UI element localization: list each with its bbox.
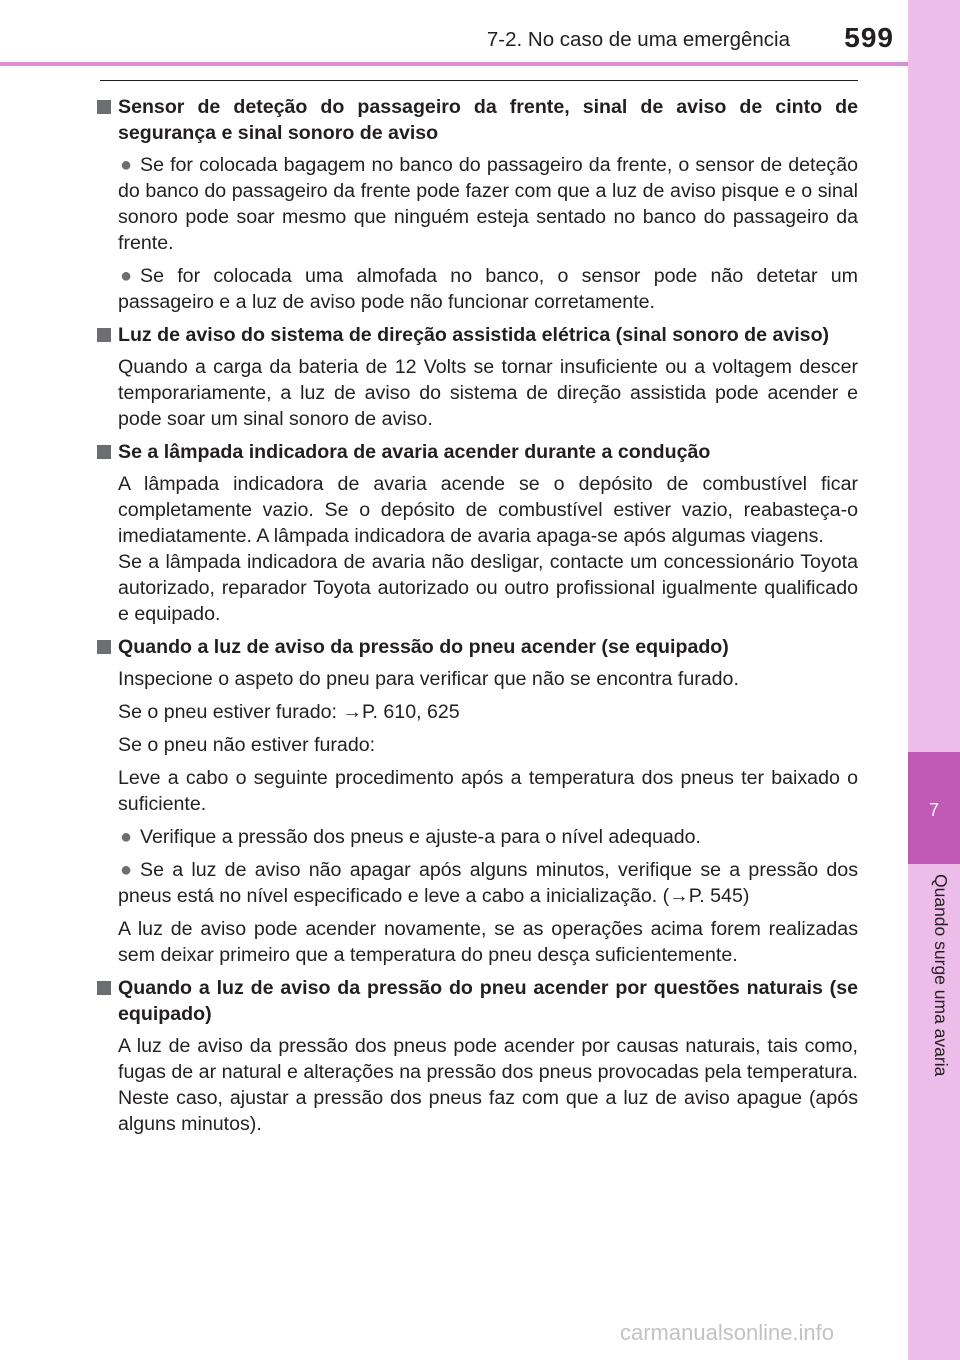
watermark: carmanualsonline.info	[620, 1320, 835, 1345]
circle-bullet-icon: ●	[120, 154, 133, 176]
paragraph-line: A lâmpada indicadora de avaria acende se o depósito de combustível ficar completamente vazio. Se o depósito de combustível estiver vazio, reabasteça-o imediatamente. A lâmpada indicadora de avaria apaga-se após algumas viagens.	[118, 473, 858, 547]
paragraph: A luz de aviso da pressão dos pneus pode acender por causas naturais, tais como, fugas de ar natural e alterações na pressão dos pneus provocadas pela temperatura. Neste caso, ajustar a pressão dos pneus faz com que a luz de aviso apague (após alguns minutos).	[118, 1035, 858, 1135]
square-bullet-icon	[97, 640, 111, 654]
section-heading-text: Luz de aviso do sistema de direção assistida elétrica (sinal sonoro de aviso)	[118, 324, 830, 346]
chapter-title: Quando surge uma avaria	[931, 874, 951, 1077]
square-bullet-icon	[97, 100, 111, 114]
square-bullet-icon	[97, 328, 111, 342]
list-item-text: Verifique a pressão dos pneus e ajuste-a para o nível adequado.	[140, 826, 701, 848]
section-heading-text: Se a lâmpada indicadora de avaria acender durante a condução	[118, 441, 711, 463]
chapter-number: 7	[928, 800, 939, 820]
list-item-text: Se a luz de aviso não apagar após alguns minutos, verifique se a pressão dos pneus está no nível especificado e leve a cabo a inicialização. (→P. 545)	[118, 859, 858, 907]
circle-bullet-icon: ●	[120, 859, 133, 881]
header-divider	[0, 62, 908, 66]
section-heading-text: Quando a luz de aviso da pressão do pneu acender (se equipado)	[118, 636, 729, 658]
section-heading	[96, 634, 858, 660]
section-title: 7-2. No caso de uma emergência	[486, 28, 790, 51]
page-content	[96, 94, 858, 1144]
list-item	[96, 152, 858, 256]
page-number: 599	[844, 22, 894, 53]
square-bullet-icon	[97, 445, 111, 459]
paragraph	[96, 471, 858, 627]
section-heading	[96, 975, 858, 1027]
list-item	[96, 824, 858, 850]
paragraph: Se o pneu não estiver furado:	[118, 734, 376, 756]
paragraph: Quando a carga da bateria de 12 Volts se tornar insuficiente ou a voltagem descer temporariamente, a luz de aviso do sistema de direção assistida pode acender e pode soar um sinal sonoro de aviso.	[118, 356, 858, 430]
section-heading	[96, 94, 858, 146]
section-heading	[96, 322, 858, 348]
paragraph: Leve a cabo o seguinte procedimento após a temperatura dos pneus ter baixado o suficiente.	[118, 767, 858, 815]
content-divider	[100, 80, 858, 81]
section-heading-text: Sensor de deteção do passageiro da frente, sinal de aviso de cinto de segurança e sinal sonoro de aviso	[118, 96, 858, 144]
page-reference: Se o pneu estiver furado: →P. 610, 625	[118, 701, 460, 723]
circle-bullet-icon: ●	[120, 826, 133, 848]
section-heading-text: Quando a luz de aviso da pressão do pneu acender por questões naturais (se equipado)	[118, 977, 858, 1025]
list-item	[96, 857, 858, 909]
paragraph-line: Se a lâmpada indicadora de avaria não desligar, contacte um concessionário Toyota autorizado, reparador Toyota autorizado ou outro profissional igualmente qualificado e equipado.	[118, 551, 858, 625]
paragraph: Inspecione o aspeto do pneu para verificar que não se encontra furado.	[118, 668, 739, 690]
square-bullet-icon	[97, 981, 111, 995]
list-item	[96, 263, 858, 315]
circle-bullet-icon: ●	[120, 265, 133, 287]
paragraph: A luz de aviso pode acender novamente, se as operações acima forem realizadas sem deixar primeiro que a temperatura do pneu desça suficientemente.	[118, 918, 858, 966]
list-item-text: Se for colocada bagagem no banco do passageiro da frente, o sensor de deteção do banco do passageiro da frente pode fazer com que a luz de aviso pisque e o sinal sonoro pode soar mesmo que ninguém esteja sentado no banco do passageiro da frente.	[118, 154, 858, 254]
list-item-text: Se for colocada uma almofada no banco, o sensor pode não detetar um passageiro e a luz de aviso pode não funcionar corretamente.	[118, 265, 858, 313]
section-heading	[96, 439, 858, 465]
